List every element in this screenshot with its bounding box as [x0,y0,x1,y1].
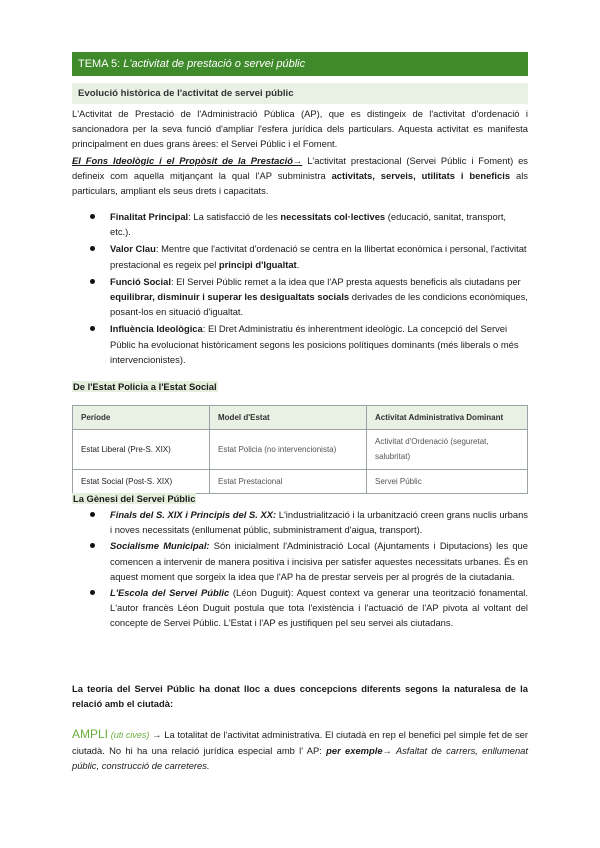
item-text-end: (educació, sanitat, transport, etc.). [110,211,507,238]
bullet-icon [90,279,95,284]
ideological-paragraph [72,153,528,199]
example-text: → Asfaltat de carrers, enllumenat públic, construcció de carreteres. [72,745,529,772]
heading-text: De l'Estat Policia a l'Estat Social [73,381,217,392]
table-cell: Estat Prestacional [210,469,367,493]
table-row [73,430,528,469]
item-text: : El Servei Públic remet a la idea que l'AP presta aquests beneficis als ciutadans per [170,275,521,287]
item-text: L'industrialització i la urbanització creen grans nuclis urbans i noves necessitats (enllumenat públic, subministrament d'aigua, transport). [110,509,528,536]
section-heading-genesis [72,491,528,506]
features-list [80,209,528,368]
item-label: L'Escola del Servei Públic [110,587,230,599]
column-header: Període [73,406,210,430]
ampli-text: La totalitat de l'activitat administrativa. El ciutadà en rep el benefici pel simple fet de ser ciutadà. No hi ha una relació jurídica especial amb l' AP: [72,729,528,757]
state-model-table [72,405,528,494]
item-label: Socialisme Municipal: [110,540,210,552]
section-heading-state [72,379,528,394]
bullet-icon [90,326,95,331]
topic-title: L'activitat de prestació o servei públic [123,58,306,70]
table-cell: Estat Liberal (Pre-S. XIX) [73,430,210,469]
table-row [73,469,528,493]
item-label: Funció Social [110,275,171,287]
section-subtitle: Evolució històrica de l'activitat de servei públic [72,83,528,104]
bullet-icon [90,214,95,219]
list-item [80,209,528,239]
table-cell: Activitat d'Ordenació (seguretat, salubritat) [367,430,528,469]
heading-text: La Gènesi del Servei Públic [73,493,196,504]
item-label: Finalitat Principal [110,211,189,222]
ideological-text-a: L'activitat prestacional (Servei Públic i Foment) es defineix com aquella mitjançant la qual l'AP subministra [72,155,528,182]
item-text: : Mentre que l'activitat d'ordenació se centra en la llibertat econòmica i personal, l'activitat prestacional es regeix pel [110,243,527,270]
ideological-lead: El Fons Ideològic i el Propòsit de la Prestació→ [72,155,303,166]
list-item [80,507,528,537]
item-label: Finals del S. XIX i Principis del S. XX: [110,509,277,520]
item-text-end: . [296,258,300,270]
table-cell: Estat Social (Post-S. XIX) [73,469,210,493]
ideological-text-b: als particulars, ampliant els seus drets i capacitats. [72,170,528,197]
intro-text: L'Activitat de Prestació de l'Administració Pública (AP), que es distingeix de l'activitat d'ordenació i sancionadora per la seva funció d'ampliar l'esfera jurídica dels particulars. Aquesta activitat es manifesta principalment en dues grans àrees: el Servei Públic i el Foment. [72,108,528,150]
item-bold: principi d'Igualtat [218,258,297,270]
item-text: (Léon Duguit): Aquest context va generar una teorització fonamental. L'autor francès Léon Duguit postula que tota l'existència i l'actuació de l'AP pivota al voltant del concepte de Servei Públic. L'Estat i l'AP es justifiquen pel seu servei als ciutadans. [110,587,528,629]
item-text-end: derivades de les condicions econòmiques, posant-los en situació d'igualtat. [110,291,528,318]
genesis-list [80,507,528,632]
item-text: : La satisfacció de les [188,211,281,222]
table-cell: Servei Públic [367,469,528,493]
topic-title-bar [72,52,528,76]
list-item [80,321,528,367]
ampli-latin: (uti cives) [110,730,150,740]
item-text: Són inicialment l'Administració Local (Ajuntaments i Diputacions) les que comencen a intervenir de manera positiva i incisiva per satisfer aquestes necessitats urbanes. És en aquest moment que sorgeix la idea que l'AP ha de prestar serveis per al progrés de la ciutadania. [110,540,528,582]
list-item [80,241,528,271]
table-cell: Estat Policia (no intervencionista) [210,430,367,469]
ampli-paragraph [72,727,528,774]
list-item [80,538,528,584]
column-header: Activitat Administrativa Dominant [367,406,528,430]
intro-paragraph [72,106,528,152]
bullet-icon [90,246,95,251]
theory-paragraph: La teoria del Servei Públic ha donat lloc a dues concepcions diferents segons la naturalesa de la relació amb el ciutadà: [72,683,528,710]
item-bold: necessitats col·lectives [280,211,386,222]
item-label: Influència Ideològica [110,323,203,335]
item-text: : El Dret Administratiu és inherentment ideològic. La concepció del Servei Públic ha evolucionat històricament segons les posicions polítiques dominants (més liberals o més intervencionistes). [110,323,519,365]
topic-prefix: TEMA 5: [78,58,121,70]
bullet-icon [90,590,95,595]
list-item [80,585,528,631]
bullet-icon [90,512,95,517]
column-header: Model d'Estat [210,406,367,430]
table-header-row [73,406,528,430]
item-label: Valor Clau [110,243,156,255]
item-bold: equilibrar, disminuir i superar les desigualtats socials [110,291,350,303]
ampli-term: AMPLI [72,727,109,741]
bullet-icon [90,543,95,548]
arrow-icon: → [149,729,165,740]
ideological-bold: activitats, serveis, utilitats i beneficis [331,170,511,182]
list-item [80,274,528,320]
example-label: per exemple [326,745,383,757]
